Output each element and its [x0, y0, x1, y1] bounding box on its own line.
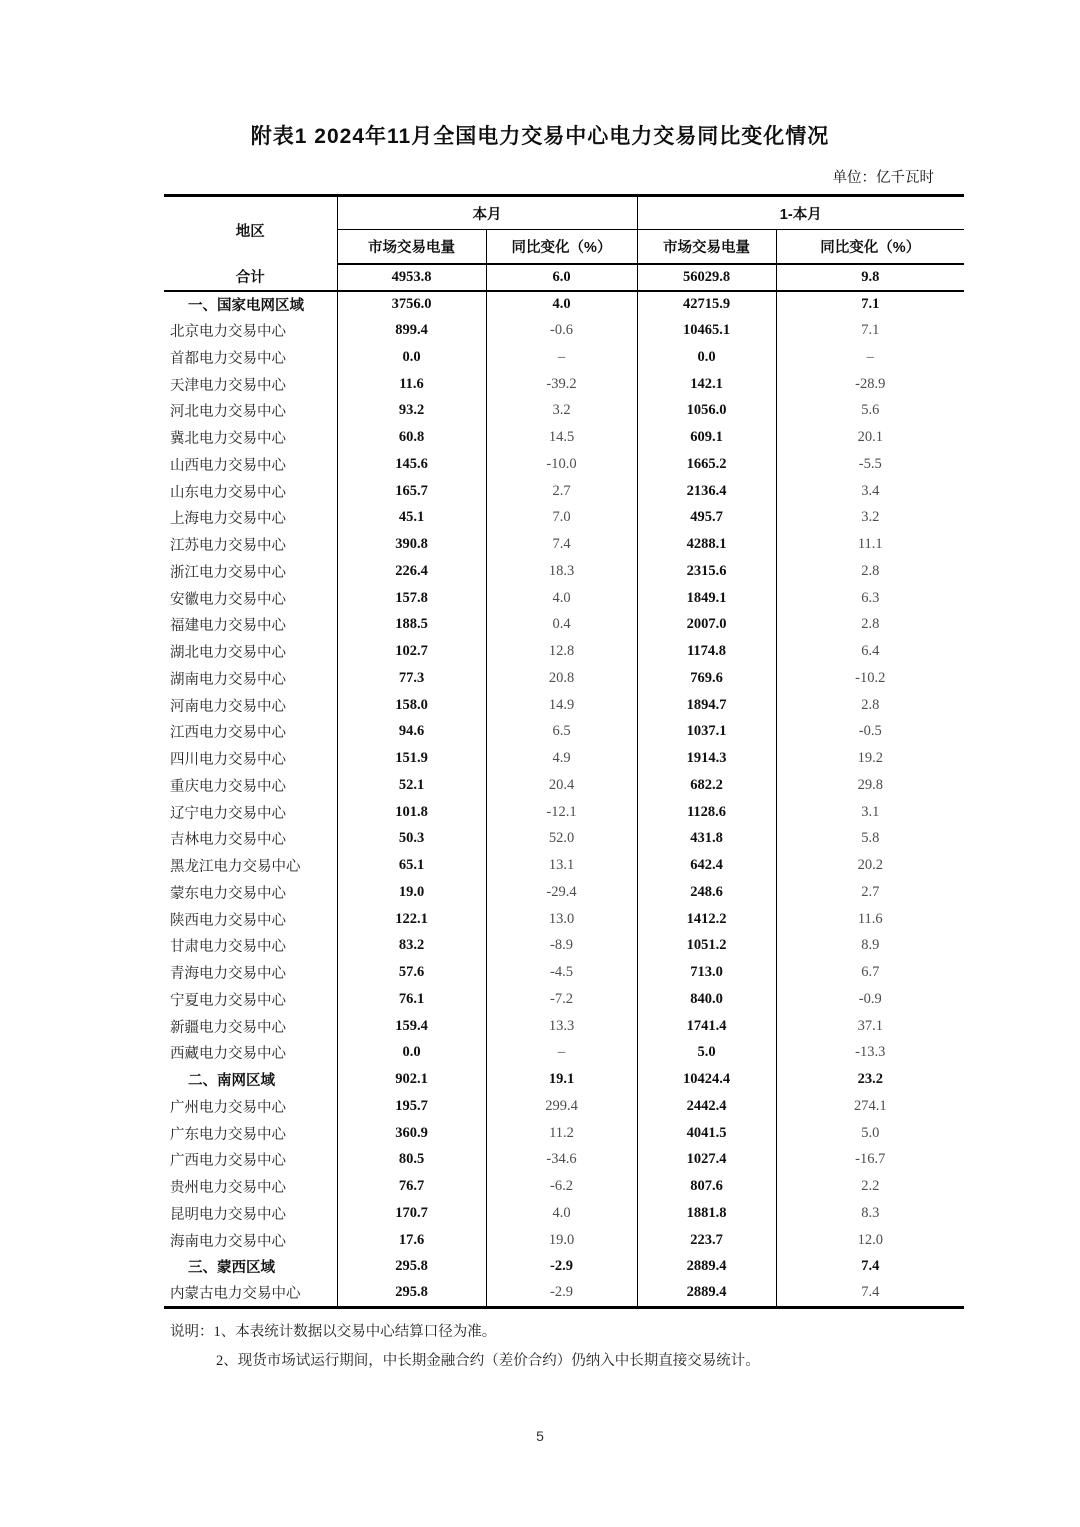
yoy-change-cell: 2.2 [861, 1178, 880, 1195]
yoy-change-cell: 6.4 [861, 643, 880, 660]
yoy-change-cell: 14.5 [486, 424, 637, 451]
table-row [164, 826, 964, 853]
yoy-change-cell: 37.1 [857, 1017, 883, 1034]
volume-cell: 42715.9 [637, 291, 776, 318]
yoy-change-cell: 23.2 [857, 1071, 883, 1088]
table-row [164, 612, 964, 639]
table-row [164, 692, 964, 719]
yoy-change-cell: -6.2 [486, 1173, 637, 1200]
volume-cell: 1056.0 [637, 398, 776, 425]
volume-cell: 899.4 [337, 317, 486, 344]
yoy-change-cell: -8.9 [486, 933, 637, 960]
volume-cell: 2136.4 [637, 478, 776, 505]
yoy-change-cell: 3.1 [861, 803, 880, 820]
volume-cell: 102.7 [337, 638, 486, 665]
table-row [164, 531, 964, 558]
volume-cell: 142.1 [637, 371, 776, 398]
table-row [164, 933, 964, 960]
region-cell: 陕西电力交易中心 [164, 906, 337, 933]
yoy-change-cell: -12.1 [486, 799, 637, 826]
volume-cell: 4953.8 [337, 264, 486, 291]
volume-cell: 122.1 [337, 906, 486, 933]
volume-cell: 2315.6 [637, 558, 776, 585]
volume-cell: 295.8 [337, 1254, 486, 1281]
yoy-change-cell: 3.4 [861, 482, 880, 499]
yoy-change-cell: 5.0 [861, 1124, 880, 1141]
table-row [164, 638, 964, 665]
yoy-change-cell: 18.3 [486, 558, 637, 585]
table-row [164, 719, 964, 746]
yoy-change-cell: 6.5 [486, 719, 637, 746]
yoy-change-cell: 7.1 [861, 295, 880, 312]
volume-cell: 223.7 [637, 1227, 776, 1254]
yoy-change-cell: 12.0 [857, 1231, 883, 1248]
table-notes [164, 1322, 964, 1371]
region-cell: 海南电力交易中心 [164, 1227, 337, 1254]
volume-cell: 1174.8 [637, 638, 776, 665]
volume-cell: 1128.6 [637, 799, 776, 826]
yoy-change-cell: -4.5 [486, 959, 637, 986]
yoy-change-cell: 2.8 [861, 616, 880, 633]
yoy-change-cell: 274.1 [853, 1097, 887, 1114]
column-header-month-volume: 市场交易电量 [337, 230, 486, 264]
volume-cell: 159.4 [337, 1013, 486, 1040]
yoy-change-cell: -2.9 [486, 1280, 637, 1307]
volume-cell: 65.1 [337, 852, 486, 879]
yoy-change-cell: 19.2 [857, 750, 883, 767]
yoy-change-cell: – [486, 344, 637, 371]
yoy-change-cell: 9.8 [776, 264, 964, 291]
table-row [164, 478, 964, 505]
yoy-change-cell: 6.3 [861, 589, 880, 606]
yoy-change-cell: – [866, 348, 874, 365]
table-row [164, 1093, 964, 1120]
volume-cell: 390.8 [337, 531, 486, 558]
yoy-change-cell: -2.9 [486, 1254, 637, 1281]
volume-cell: 93.2 [337, 398, 486, 425]
volume-cell: 4041.5 [637, 1120, 776, 1147]
volume-cell: 165.7 [337, 478, 486, 505]
volume-cell: 170.7 [337, 1200, 486, 1227]
volume-cell: 1849.1 [637, 585, 776, 612]
yoy-change-cell: -10.2 [855, 669, 886, 686]
table-row [164, 745, 964, 772]
yoy-change-cell: 4.9 [486, 745, 637, 772]
column-header-region: 地区 [164, 196, 337, 264]
column-header-cumulative-volume: 市场交易电量 [637, 230, 776, 264]
region-cell: 湖北电力交易中心 [164, 638, 337, 665]
yoy-change-cell: 2.7 [486, 478, 637, 505]
note-line-1: 说明：1、本表统计数据以交易中心结算口径为准。 [170, 1323, 497, 1340]
region-cell: 广西电力交易中心 [164, 1147, 337, 1174]
volume-cell: 642.4 [637, 852, 776, 879]
page-title: 附表1 2024年11月全国电力交易中心电力交易同比变化情况 [250, 125, 830, 148]
volume-cell: 50.3 [337, 826, 486, 853]
yoy-change-cell: – [486, 1040, 637, 1067]
volume-cell: 2007.0 [637, 612, 776, 639]
table-body [164, 264, 964, 1308]
volume-cell: 11.6 [337, 371, 486, 398]
yoy-change-cell: 11.1 [857, 536, 883, 553]
region-cell: 内蒙古电力交易中心 [164, 1280, 337, 1307]
yoy-change-cell: -5.5 [858, 455, 882, 472]
table-row [164, 558, 964, 585]
table-row [164, 317, 964, 344]
region-cell: 二、南网区域 [164, 1066, 337, 1093]
volume-cell: 145.6 [337, 451, 486, 478]
volume-cell: 2442.4 [637, 1093, 776, 1120]
yoy-change-cell: 20.8 [486, 665, 637, 692]
region-cell: 一、国家电网区域 [164, 291, 337, 318]
yoy-change-cell: 3.2 [486, 398, 637, 425]
table-header [164, 196, 964, 264]
table-row [164, 1013, 964, 1040]
region-cell: 安徽电力交易中心 [164, 585, 337, 612]
volume-cell: 77.3 [337, 665, 486, 692]
region-cell: 天津电力交易中心 [164, 371, 337, 398]
volume-cell: 101.8 [337, 799, 486, 826]
note-line-2: 2、现货市场试运行期间，中长期金融合约（差价合约）仍纳入中长期直接交易统计。 [216, 1352, 760, 1369]
table-row [164, 424, 964, 451]
region-cell: 昆明电力交易中心 [164, 1200, 337, 1227]
table-row [164, 1040, 964, 1067]
region-cell: 冀北电力交易中心 [164, 424, 337, 451]
unit-label: 单位：亿千瓦时 [832, 170, 934, 186]
volume-cell: 157.8 [337, 585, 486, 612]
volume-cell: 295.8 [337, 1280, 486, 1307]
volume-cell: 3756.0 [337, 291, 486, 318]
table-row [164, 1227, 964, 1254]
volume-cell: 94.6 [337, 719, 486, 746]
yoy-change-cell: 4.0 [486, 585, 637, 612]
yoy-change-cell: 7.4 [861, 1284, 880, 1301]
table-row [164, 264, 964, 291]
volume-cell: 80.5 [337, 1147, 486, 1174]
volume-cell: 1881.8 [637, 1200, 776, 1227]
yoy-change-cell: 5.6 [861, 402, 880, 419]
volume-cell: 1894.7 [637, 692, 776, 719]
table-row [164, 398, 964, 425]
table-row [164, 1147, 964, 1174]
volume-cell: 769.6 [637, 665, 776, 692]
yoy-change-cell: 11.6 [857, 910, 883, 927]
table-row [164, 772, 964, 799]
yoy-change-cell: -7.2 [486, 986, 637, 1013]
volume-cell: 682.2 [637, 772, 776, 799]
volume-cell: 188.5 [337, 612, 486, 639]
region-cell: 首都电力交易中心 [164, 344, 337, 371]
volume-cell: 56029.8 [637, 264, 776, 291]
yoy-change-cell: -0.9 [858, 990, 882, 1007]
yoy-change-cell: 19.0 [486, 1227, 637, 1254]
volume-cell: 1741.4 [637, 1013, 776, 1040]
volume-cell: 10465.1 [637, 317, 776, 344]
column-header-cumulative-yoy: 同比变化（%） [776, 230, 964, 264]
volume-cell: 1051.2 [637, 933, 776, 960]
region-cell: 北京电力交易中心 [164, 317, 337, 344]
table-row [164, 959, 964, 986]
region-cell: 河北电力交易中心 [164, 398, 337, 425]
volume-cell: 76.7 [337, 1173, 486, 1200]
region-cell: 四川电力交易中心 [164, 745, 337, 772]
volume-cell: 57.6 [337, 959, 486, 986]
yoy-change-cell: 8.9 [861, 937, 880, 954]
region-cell: 贵州电力交易中心 [164, 1173, 337, 1200]
volume-cell: 1412.2 [637, 906, 776, 933]
table-row [164, 1173, 964, 1200]
yoy-change-cell: 3.2 [861, 509, 880, 526]
yoy-change-cell: 2.8 [861, 696, 880, 713]
volume-cell: 1914.3 [637, 745, 776, 772]
region-cell: 宁夏电力交易中心 [164, 986, 337, 1013]
region-cell: 江苏电力交易中心 [164, 531, 337, 558]
header-row-groups [164, 196, 964, 230]
yoy-change-cell: -0.5 [858, 723, 882, 740]
region-cell: 上海电力交易中心 [164, 505, 337, 532]
volume-cell: 52.1 [337, 772, 486, 799]
table-row [164, 1200, 964, 1227]
volume-cell: 60.8 [337, 424, 486, 451]
table-row [164, 1254, 964, 1281]
table-row [164, 665, 964, 692]
volume-cell: 609.1 [637, 424, 776, 451]
region-cell: 甘肃电力交易中心 [164, 933, 337, 960]
region-cell: 重庆电力交易中心 [164, 772, 337, 799]
region-cell: 河南电力交易中心 [164, 692, 337, 719]
yoy-change-cell: 7.0 [486, 505, 637, 532]
region-cell: 福建电力交易中心 [164, 612, 337, 639]
yoy-change-cell: 2.8 [861, 562, 880, 579]
volume-cell: 151.9 [337, 745, 486, 772]
yoy-change-cell: 29.8 [857, 776, 883, 793]
yoy-change-cell: 13.1 [486, 852, 637, 879]
yoy-change-cell: 7.4 [486, 531, 637, 558]
yoy-change-cell: 7.1 [861, 322, 880, 339]
yoy-change-cell: 14.9 [486, 692, 637, 719]
yoy-change-cell: 13.3 [486, 1013, 637, 1040]
volume-cell: 10424.4 [637, 1066, 776, 1093]
volume-cell: 5.0 [637, 1040, 776, 1067]
column-group-current-month: 本月 [337, 196, 637, 230]
table-row [164, 879, 964, 906]
table-row [164, 1280, 964, 1307]
yoy-change-cell: 0.4 [486, 612, 637, 639]
table-row [164, 1066, 964, 1093]
region-cell: 吉林电力交易中心 [164, 826, 337, 853]
yoy-change-cell: 20.2 [857, 857, 883, 874]
yoy-change-cell: -39.2 [486, 371, 637, 398]
yoy-change-cell: -28.9 [855, 375, 886, 392]
yoy-change-cell: 4.0 [486, 291, 637, 318]
volume-cell: 2889.4 [637, 1280, 776, 1307]
volume-cell: 713.0 [637, 959, 776, 986]
table-row [164, 291, 964, 318]
table-row [164, 906, 964, 933]
volume-cell: 0.0 [637, 344, 776, 371]
table-row [164, 371, 964, 398]
yoy-change-cell: -34.6 [486, 1147, 637, 1174]
region-cell: 合计 [164, 264, 337, 291]
yoy-change-cell: -16.7 [855, 1151, 886, 1168]
yoy-change-cell: 12.8 [486, 638, 637, 665]
page-number: 5 [536, 1428, 544, 1444]
volume-cell: 76.1 [337, 986, 486, 1013]
table-row [164, 799, 964, 826]
yoy-change-cell: 8.3 [861, 1204, 880, 1221]
yoy-change-cell: -0.6 [486, 317, 637, 344]
yoy-change-cell: 5.8 [861, 830, 880, 847]
volume-cell: 0.0 [337, 344, 486, 371]
volume-cell: 1665.2 [637, 451, 776, 478]
volume-cell: 902.1 [337, 1066, 486, 1093]
yoy-change-cell: 11.2 [486, 1120, 637, 1147]
yoy-change-cell: 20.1 [857, 429, 883, 446]
region-cell: 新疆电力交易中心 [164, 1013, 337, 1040]
table-row [164, 852, 964, 879]
region-cell: 山东电力交易中心 [164, 478, 337, 505]
region-cell: 青海电力交易中心 [164, 959, 337, 986]
yoy-change-cell: 6.7 [861, 964, 880, 981]
table-row [164, 585, 964, 612]
volume-cell: 431.8 [637, 826, 776, 853]
table-row [164, 451, 964, 478]
region-cell: 西藏电力交易中心 [164, 1040, 337, 1067]
volume-cell: 158.0 [337, 692, 486, 719]
region-cell: 江西电力交易中心 [164, 719, 337, 746]
volume-cell: 248.6 [637, 879, 776, 906]
region-cell: 黑龙江电力交易中心 [164, 852, 337, 879]
region-cell: 山西电力交易中心 [164, 451, 337, 478]
yoy-change-cell: 7.4 [861, 1258, 880, 1275]
power-trading-table [164, 194, 964, 1309]
region-cell: 湖南电力交易中心 [164, 665, 337, 692]
yoy-change-cell: 52.0 [486, 826, 637, 853]
volume-cell: 1037.1 [637, 719, 776, 746]
volume-cell: 19.0 [337, 879, 486, 906]
volume-cell: 360.9 [337, 1120, 486, 1147]
yoy-change-cell: -29.4 [486, 879, 637, 906]
table-row [164, 344, 964, 371]
table-row [164, 505, 964, 532]
volume-cell: 807.6 [637, 1173, 776, 1200]
yoy-change-cell: 19.1 [486, 1066, 637, 1093]
volume-cell: 1027.4 [637, 1147, 776, 1174]
yoy-change-cell: 6.0 [486, 264, 637, 291]
region-cell: 蒙东电力交易中心 [164, 879, 337, 906]
yoy-change-cell: 20.4 [486, 772, 637, 799]
column-header-month-yoy: 同比变化（%） [486, 230, 637, 264]
volume-cell: 195.7 [337, 1093, 486, 1120]
volume-cell: 45.1 [337, 505, 486, 532]
column-group-cumulative: 1-本月 [637, 196, 964, 230]
yoy-change-cell: 13.0 [486, 906, 637, 933]
yoy-change-cell: 4.0 [486, 1200, 637, 1227]
yoy-change-cell: 2.7 [861, 883, 880, 900]
volume-cell: 840.0 [637, 986, 776, 1013]
region-cell: 辽宁电力交易中心 [164, 799, 337, 826]
region-cell: 广州电力交易中心 [164, 1093, 337, 1120]
volume-cell: 17.6 [337, 1227, 486, 1254]
yoy-change-cell: -10.0 [486, 451, 637, 478]
yoy-change-cell: -13.3 [855, 1044, 886, 1061]
region-cell: 广东电力交易中心 [164, 1120, 337, 1147]
table-row [164, 986, 964, 1013]
yoy-change-cell: 299.4 [486, 1093, 637, 1120]
volume-cell: 226.4 [337, 558, 486, 585]
volume-cell: 2889.4 [637, 1254, 776, 1281]
region-cell: 浙江电力交易中心 [164, 558, 337, 585]
volume-cell: 495.7 [637, 505, 776, 532]
volume-cell: 4288.1 [637, 531, 776, 558]
region-cell: 三、蒙西区域 [164, 1254, 337, 1281]
table-row [164, 1120, 964, 1147]
volume-cell: 0.0 [337, 1040, 486, 1067]
volume-cell: 83.2 [337, 933, 486, 960]
